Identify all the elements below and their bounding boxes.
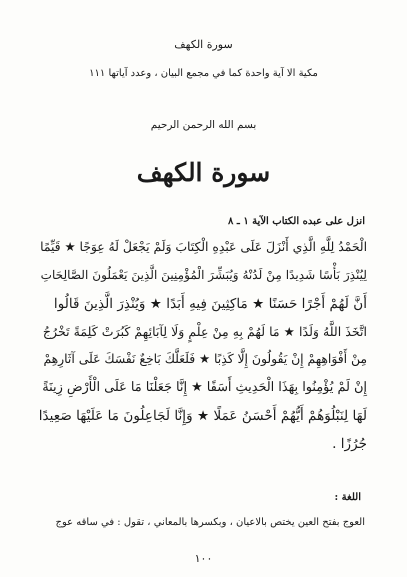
verse-line: الْحَمْدُ لِلَّهِ الَّذِي أَنْزَلَ عَلَى عَبْدِهِ الْكِتَابَ وَلَمْ يَجْعَلْ لَهُ عِوَجًا ★ قَيِّمًا bbox=[40, 240, 367, 254]
page-title: سورة الكهف bbox=[136, 158, 271, 187]
verse-line: لَهَا لِنَبْلُوَهُمْ أَيُّهُمْ أَحْسَنُ عَمَلًا ★ وَإِنَّا لَجَاعِلُونَ مَا عَلَيْهَا صَعِيدًا bbox=[38, 408, 367, 424]
page-number: ١٠٠ bbox=[194, 552, 213, 565]
verse-line: اتَّخَذَ اللَّهُ وَلَدًا ★ مَا لَهُمْ بِهِ مِنْ عِلْمٍ وَلَا لِآبَائِهِمْ كَبُرَتْ كَلِمَةً تَخْرُجُ bbox=[42, 324, 367, 339]
verse-line: مِنْ أَفْوَاهِهِمْ إِنْ يَقُولُونَ إِلَّا كَذِبًا ★ فَلَعَلَّكَ بَاخِعٌ نَفْسَكَ عَلَى آثَارِهِمْ bbox=[43, 352, 367, 366]
basmala: بسم الله الرحمن الرحيم bbox=[150, 119, 257, 131]
lexicon-label: اللغة : bbox=[334, 492, 361, 503]
verse-line: لِيُنْذِرَ بَأْسًا شَدِيدًا مِنْ لَدُنْهُ وَيُبَشِّرَ الْمُؤْمِنِينَ الَّذِينَ يَعْمَلُونَ الصَّالِحَاتِ bbox=[40, 268, 367, 282]
surah-header: سورة الكهف bbox=[174, 38, 233, 51]
verse-line: جُرُزًا . bbox=[332, 436, 367, 452]
verse-line: إِنْ لَمْ يُؤْمِنُوا بِهَذَا الْحَدِيثِ أَسَفًا ★ إِنَّا جَعَلْنَا مَا عَلَى الْأَرْضِ زِينَةً bbox=[42, 380, 367, 395]
lexicon-text: العوج بفتح العين يختص بالاعيان ، وبكسرها بالمعاني ، تقول : في ساقه عوج bbox=[55, 517, 365, 528]
verse-line: أَنَّ لَهُمْ أَجْرًا حَسَنًا ★ مَاكِثِينَ فِيهِ أَبَدًا ★ وَيُنْذِرَ الَّذِينَ قَالُوا bbox=[53, 296, 367, 312]
verse-range-heading: انزل على عبده الكتاب الآية ١ ـ ٨ bbox=[228, 216, 365, 227]
surah-intro: مكية الا آية واحدة كما في مجمع البيان ، وعدد آياتها ١١١ bbox=[89, 68, 318, 79]
